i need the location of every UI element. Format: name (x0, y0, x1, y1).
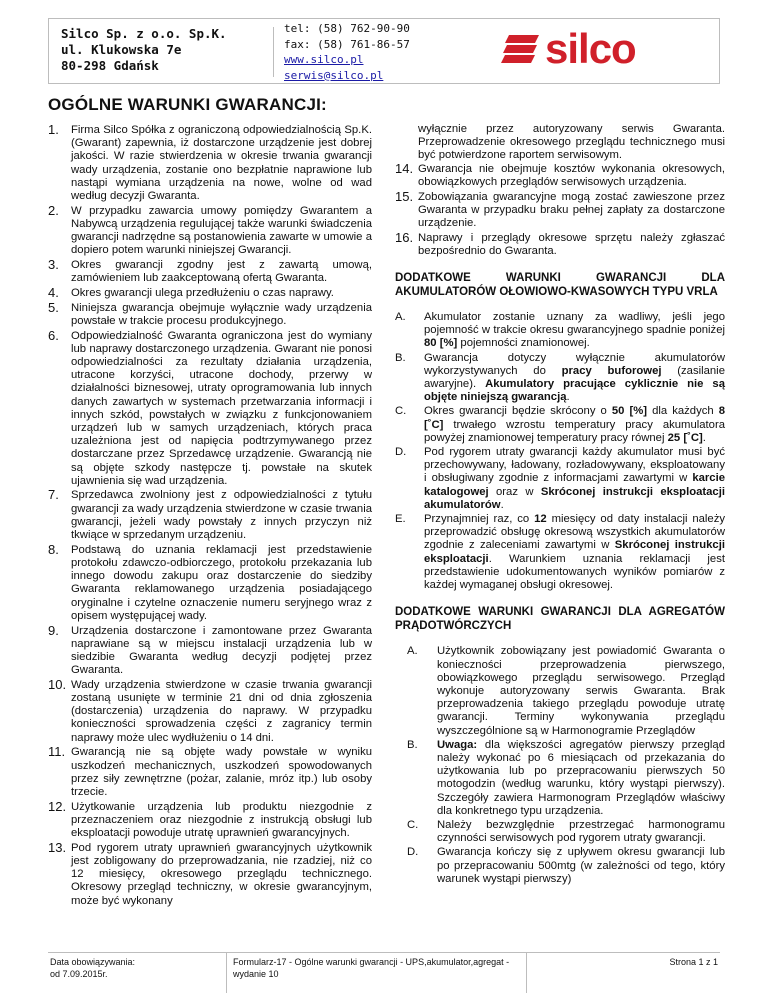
generator-term-C (395, 819, 725, 845)
battery-term-C (395, 405, 725, 445)
email-link[interactable]: serwis@silco.pl (284, 68, 384, 82)
company-city: 80-298 Gdańsk (61, 58, 159, 73)
list-marker: A. (395, 311, 406, 324)
footer-page-number: Strona 1 z 1 (526, 953, 720, 993)
contact-info (284, 21, 410, 83)
footer-date-value: od 7.09.2015r. (50, 969, 108, 979)
footer-validity (48, 953, 218, 993)
battery-term-A (395, 311, 725, 351)
general-term-9 (48, 622, 372, 678)
list-marker: 5. (48, 299, 59, 315)
list-marker: B. (407, 738, 418, 751)
general-term-12 (48, 798, 372, 841)
list-item-text: Okres gwarancji będzie skrócony o 50 [%] dla każdych 8 [˚C] trwałego wzrostu temperatury pracy akumulatora powyżej znamionowej temperatury pracy równej 25 [˚C]. (424, 405, 725, 444)
list-item-text: Pod rygorem utraty uprawnień gwarancyjnych użytkownik jest zobligowany do przeprowadzania, nie rzadziej, niż co 12 miesięcy, okresowego przeglądu technicznego. Okresowy przegląd techniczny, w okresie gwarancyjnym, może być wykonany (71, 841, 372, 907)
header-divider (273, 27, 274, 77)
list-item-text: Uwaga: dla większości agregatów pierwszy przegląd należy wykonać po 6 miesiącach od przekazania do użytkowania lub po przepracowaniu pierwszych 50 motogodzin (według warunku, który wystąpi pierwszy). Szczegóły zawiera Harmonogram Przeglądów właściwy dla konkretnego typu urządzenia. (437, 738, 725, 817)
list-item-text: Wady urządzenia stwierdzone w czasie trwania gwarancji zostaną usunięte w terminie 21 dni od dnia zgłoszenia (dostarczenia) urządzenia do naprawy. W przypadku konieczności sprowadzenia części z zagranicy termin naprawy może ulec wydłużeniu o 14 dni. (71, 678, 372, 744)
battery-terms-list (395, 311, 725, 592)
list-item-text: Gwarancja dotyczy wyłącznie akumulatorów wykorzystywanych do pracy buforowej (zasilanie awaryjne). Akumulatory pracujące cyklicznie nie są objęte niniejszą gwarancją. (424, 351, 725, 404)
page-title: OGÓLNE WARUNKI GWARANCJI: (48, 95, 327, 114)
list-marker: 7. (48, 487, 59, 503)
page-footer (48, 952, 720, 993)
company-street: ul. Klukowska 7e (61, 42, 182, 57)
list-marker: 4. (48, 284, 59, 300)
logo-wordmark: silco (545, 29, 636, 69)
battery-term-E (395, 513, 725, 592)
list-item-text: Podstawą do uznania reklamacji jest przedstawienie protokołu zdawczo-odbiorczego, protokołu przekazania lub innego dowodu zakupu oraz dostarczenie do siedziby Gwaranta reklamowanego urządzenia posiadającego oryginalne i czytelne oznaczenie numeru seryjnego wraz z opisem występującej wady. (71, 543, 372, 622)
general-term-5 (48, 299, 372, 328)
list-marker: 13. (48, 839, 67, 855)
list-marker: 1. (48, 122, 59, 137)
company-address (61, 26, 227, 74)
list-item-text: Gwarancja nie obejmuje kosztów wykonania okresowych, obowiązkowych przeglądów serwisowych urządzenia. (418, 162, 725, 188)
footer-date-label: Data obowiązywania: (50, 957, 136, 967)
list-item-text: Pod rygorem utraty gwarancji każdy akumulator musi być przechowywany, ładowany, rozładowywany, eksploatowany i obsługiwany zgodnie z informacjami zawartymi w karcie katalogowej oraz w Skróconej instrukcji eksploatacji akumulatorów. (424, 446, 725, 511)
general-terms-list (48, 124, 372, 908)
general-term-15 (395, 188, 725, 231)
battery-section-title: DODATKOWE WARUNKI GWARANCJI DLA AKUMULATORÓW OŁOWIOWO-KWASOWYCH TYPU VRLA (395, 272, 725, 298)
left-column (48, 124, 372, 909)
list-marker: 12. (48, 798, 67, 814)
list-marker: D. (395, 446, 407, 459)
list-marker: 3. (48, 257, 59, 273)
list-item-text: Należy bezwzględnie przestrzegać harmonogramu czynności serwisowych pod rygorem utraty gwarancji. (437, 818, 725, 845)
general-term-6 (48, 327, 372, 488)
list-marker: A. (407, 645, 418, 658)
battery-term-D (395, 446, 725, 512)
general-term-2 (48, 202, 372, 258)
generator-term-D (395, 846, 725, 886)
list-item-text: Urządzenia dostarczone i zamontowane przez Gwaranta naprawiane są w miejscu instalacji urządzenia lub w siedzibie Gwaranta według decyzji podjętej przez Gwaranta. (71, 624, 372, 677)
list-item-text: Odpowiedzialność Gwaranta ograniczona jest do wymiany lub naprawy dostarczonego urządzenia. Gwarant nie ponosi odpowiedzialności za rezultaty działania urządzenia, utracone korzyści, utracone dochody, przerwy w działalności biznesowej, utraty oprogramowania lub innych danych zawartych w systemach przetwarzania informacji i innych szkód, powstałych w związku z funkcjonowaniem urządzeń lub w samych urządzeniach, których praca uzależniona jest od napięcia podtrzymywanego przez dostarczane przez Sprzedawcę urządzenie. Gwarancją nie są objęte szkody następcze tj. powstałe na skutek ujawnienia się wad urządzenia. (71, 329, 372, 487)
list-marker: C. (407, 818, 419, 831)
list-marker: E. (395, 513, 406, 526)
generator-term-B (395, 739, 725, 818)
general-term-4 (48, 284, 372, 300)
general-term-3 (48, 259, 372, 285)
footer-form-line1: Formularz-17 - Ogólne warunki gwarancji - UPS,akumulator,agregat - (233, 957, 510, 967)
general-term-11 (48, 746, 372, 799)
general-term-13 (48, 839, 372, 908)
list-item-text: Gwarancją nie są objęte wady powstałe w wyniku uszkodzeń mechanicznych, uszkodzeń spowodowanych przez siły zewnętrzne (pożar, zalanie, mróz itp.) lub osoby trzecie. (71, 746, 372, 798)
list-item-text: Akumulator zostanie uznany za wadliwy, jeśli jego pojemność w trakcie okresu gwarancyjnego spadnie poniżej 80 [%] pojemności znamionowej. (424, 311, 725, 350)
general-term-8 (48, 541, 372, 623)
list-marker: C. (395, 405, 407, 418)
list-item-text: Gwarancja kończy się z upływem okresu gwarancji lub po przepracowaniu 500mtg (w zależności od tego, który warunek wystąpi pierwszy) (437, 846, 725, 885)
generator-term-A (395, 645, 725, 737)
right-column (395, 123, 725, 887)
silco-logo (501, 29, 711, 69)
list-marker: 8. (48, 541, 59, 557)
list-item-text: Okres gwarancji ulega przedłużeniu o czas naprawy. (71, 286, 334, 299)
battery-term-B (395, 352, 725, 405)
list-marker: 2. (48, 202, 59, 218)
generator-section-title: DODATKOWE WARUNKI GWARANCJI DLA AGREGATÓW PRĄDOTWÓRCZYCH (395, 606, 725, 632)
list-marker: 14. (395, 160, 414, 176)
list-marker: 16. (395, 229, 414, 245)
general-term-1 (48, 124, 372, 203)
general-term-16 (395, 229, 725, 258)
phone-number: tel: (58) 762-90-90 (284, 22, 410, 35)
list-marker: D. (407, 846, 419, 859)
list-item-text: Użytkowanie urządzenia lub produktu niezgodnie z przeznaczeniem oraz niezgodnie z instrukcją obsługi lub eksploatacji powoduje utratę uprawnień gwarancyjnych. (71, 800, 372, 840)
list-marker: B. (395, 351, 406, 364)
list-item-text: Firma Silco Spółka z ograniczoną odpowiedzialnością Sp.K. (Gwarant) zapewnia, iż dostarczone urządzenie jest dobrej jakości. W razie stwierdzenia w okresie trwania gwarancji wady urządzenia, zostanie ono bezpłatnie naprawione lub nastąpi wymiana urządzenia na nowe, wolne od wad według decyzji Gwaranta. (71, 124, 372, 203)
general-term-7 (48, 489, 372, 542)
fax-number: fax: (58) 761-86-57 (284, 37, 410, 51)
general-terms-list-continued (395, 160, 725, 258)
website-link[interactable]: www.silco.pl (284, 53, 364, 66)
list-item-text: W przypadku zawarcia umowy pomiędzy Gwarantem a Nabywcą urządzenia regulującej także warunki świadczenia gwarancji nadrzędne są postanowienia zawarte w umowie a dopiero potem warunki niniejszej Gwarancji. (71, 204, 372, 257)
list-marker: 10. (48, 676, 67, 692)
list-item-text: Przynajmniej raz, co 12 miesięcy od daty instalacji należy przeprowadzić obsługę okresową wszystkich akumulatorów zgodnie z zaleceniami zawartymi w Skróconej instrukcji eksploatacji. Warunkiem uznania reklamacji jest przedstawienie udokumentowanych wyników pomiarów z każdej wymaganej obsługi okresowej. (424, 513, 726, 592)
letterhead (48, 18, 720, 84)
list-item-text: Niniejsza gwarancja obejmuje wyłącznie wady urządzenia powstałe w trakcie procesu produkcyjnego. (71, 301, 372, 327)
company-name: Silco Sp. z o.o. Sp.K. (61, 26, 227, 41)
logo-stripes-icon (501, 35, 539, 63)
term-13-continuation: wyłącznie przez autoryzowany serwis Gwaranta. Przeprowadzenie okresowego przeglądu technicznego musi być potwierdzone raportem serwisowym. (418, 123, 725, 162)
list-item-text: Naprawy i przeglądy okresowe sprzętu należy zgłaszać bezpośrednio do Gwaranta. (418, 231, 725, 257)
footer-form-id (226, 953, 518, 993)
list-item-text: Zobowiązania gwarancyjne mogą zostać zawieszone przez Gwaranta w przypadku braku pełnej zapłaty za dostarczone urządzenie. (418, 190, 725, 229)
list-marker: 9. (48, 622, 59, 638)
list-item-text: Sprzedawca zwolniony jest z odpowiedzialności z tytułu gwarancji za wady urządzenia stwierdzone w czasie trwania gwarancji, jeżeli wady powstały z innych przyczyn niż tkwiące w sprzedanym urządzeniu. (71, 489, 372, 542)
list-marker: 11. (48, 744, 66, 760)
generator-terms-list (395, 645, 725, 886)
list-item-text: Użytkownik zobowiązany jest powiadomić Gwaranta o konieczności przeprowadzenia pierwszego, obowiązkowego przeglądu serwisowego. Przegląd wykonuje autoryzowany serwis Gwaranta. Brak przeprowadzenia takiego przeglądu powoduje utratę gwarancji. Terminy wykonywania przeglądu wyszczególnione są w Harmonogramie Przeglądów (437, 645, 725, 737)
general-term-10 (48, 676, 372, 745)
footer-form-line2: wydanie 10 (233, 969, 279, 979)
general-term-14 (395, 160, 725, 189)
list-item-text: Okres gwarancji zgodny jest z zawartą umową, zamówieniem lub zaakceptowaną ofertą Gwaranta. (71, 259, 372, 285)
list-marker: 15. (395, 188, 414, 204)
list-marker: 6. (48, 327, 59, 343)
